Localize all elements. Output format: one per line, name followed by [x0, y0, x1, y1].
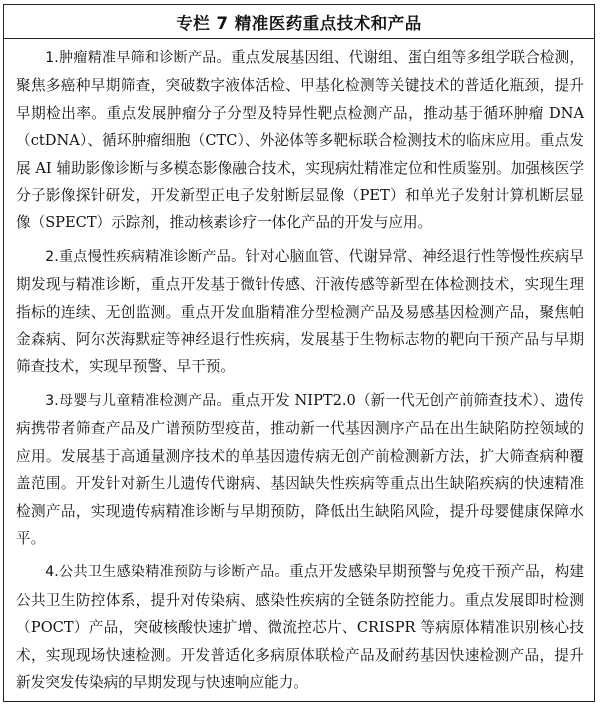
section-paragraph — [16, 558, 584, 696]
section-lead: 4.公共卫生感染精准预防与诊断产品。 — [45, 564, 289, 581]
column-content — [4, 39, 594, 696]
section-paragraph — [16, 44, 584, 237]
section-body: 重点开发感染早期预警与免疫干预产品，构建公共卫生防控体系，提升对传染病、感染性疾病的全链条防控能力。重点发展即时检测（POCT）产品，突破核酸快速扩增、微流控芯片、CRISPR 等病原体精准识别核心技术，实现现场快速检测。开发普适化多病原体联检产品及耐药基因快速检测产品，提升新发突发传染病的早期发现与快速响应能力。 — [16, 563, 584, 691]
column-title: 专栏 7 精准医药重点技术和产品 — [4, 5, 594, 39]
section-body: 重点开发 NIPT2.0（新一代无创产前筛查技术）、遗传病携带者筛查产品及广谱预防型疫苗，推动新一代基因测序产品在出生缺陷防控领域的应用。发展基于高通量测序技术的单基因遗传病无创产前检测新方法，扩大筛查病种覆盖范围。开发针对新生儿遗传代谢病、基因缺失性疾病等重点出生缺陷疾病的快速精准检测产品，实现遗传病精准诊断与早期预防，降低出生缺陷风险，提升母婴健康保障水平。 — [16, 391, 584, 547]
column-box — [3, 4, 595, 702]
section-lead: 3.母婴与儿童精准检测产品。 — [45, 392, 231, 409]
section-body: 针对心脑血管、代谢异常、神经退行性等慢性疾病早期发现与精准诊断，重点开发基于微针传感、汗液传感等新型在体检测技术，实现生理指标的连续、无创监测。重点开发血脂精准分型检测产品及易感基因检测产品，聚焦帕金森病、阿尔茨海默症等神经退行性疾病，发展基于生物标志物的靶向干预产品与早期筛查技术，实现早预警、早干预。 — [16, 247, 584, 376]
section-paragraph — [16, 387, 584, 552]
section-paragraph — [16, 243, 584, 381]
section-lead: 1.肿瘤精准早筛和诊断产品。 — [45, 50, 231, 66]
section-body: 重点发展基因组、代谢组、蛋白组等多组学联合检测，聚焦多癌种早期筛查，突破数字液体活检、甲基化检测等关键技术的普适化瓶颈，提升早期检出率。重点发展肿瘤分子分型及特异性靶点检测产品，推动基于循环肿瘤 DNA（ctDNA）、循环肿瘤细胞（CTC）、外泌体等多靶标联合检测技术的临床应用。重点发展 AI 辅助影像诊断与多模态影像融合技术，实现病灶精准定位和性质鉴别。加强核医学分子影像探针研发，开发新型正电子发射断层显像（PET）和单光子发射计算机断层显像（SPECT）示踪剂，推动核素诊疗一体化产品的开发与应用。 — [16, 49, 584, 232]
section-lead: 2.重点慢性疾病精准诊断产品。 — [45, 248, 246, 265]
